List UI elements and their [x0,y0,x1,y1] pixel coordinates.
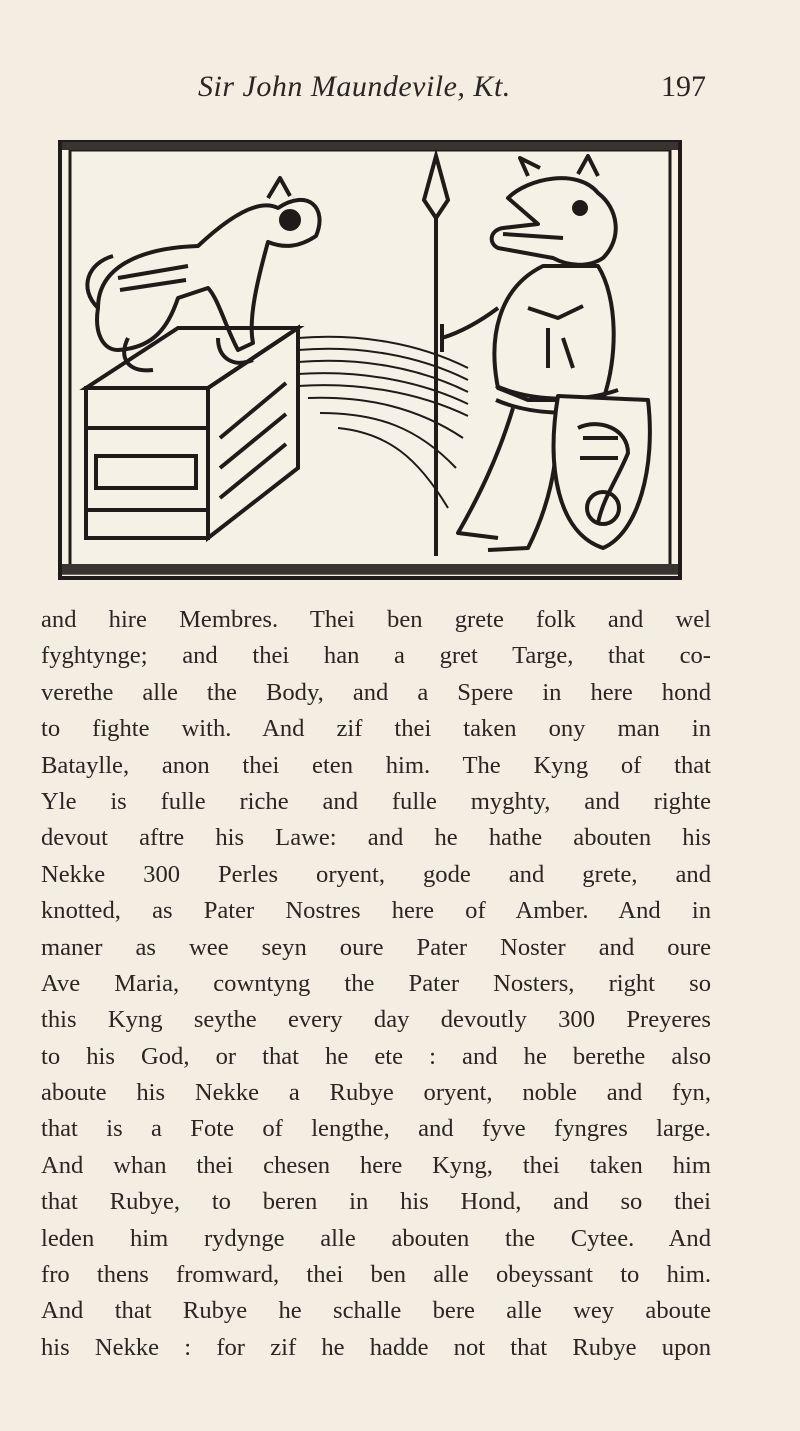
text-line: Ave Maria, cowntyng the Pater Nosters, right so [41,969,711,997]
text-line: this Kyng seythe every day devoutly 300 Preyeres [41,1006,711,1034]
woodcut-illustration [58,138,682,580]
text-line: knotted, as Pater Nostres here of Amber. And in [41,897,711,925]
text-line: And that Rubye he schalle bere alle wey aboute [41,1297,711,1325]
text-line: devout aftre his Lawe: and he hathe abouten his [41,824,711,852]
running-title: Sir John Maundevile, Kt. [198,70,511,103]
text-line: Nekke 300 Perles oryent, gode and grete, and [41,860,711,888]
text-line: Yle is fulle riche and fulle myghty, and righte [41,787,711,815]
text-line: that Rubye, to beren in his Hond, and so thei [41,1188,711,1216]
running-header [0,70,800,110]
text-line: verethe alle the Body, and a Spere in here hond [41,678,711,706]
text-line: And whan thei chesen here Kyng, thei taken him [41,1151,711,1179]
text-line: fyghtynge; and thei han a gret Targe, that co- [41,642,711,670]
text-line: maner as wee seyn oure Pater Noster and oure [41,933,711,961]
text-line: leden him rydynge alle abouten the Cytee. And [41,1224,711,1252]
body-text [41,602,711,1366]
text-line: to his God, or that he ete : and he berethe also [41,1042,711,1070]
text-line: Bataylle, anon thei eten him. The Kyng of that [41,751,711,779]
page-number: 197 [661,70,706,103]
text-line: fro thens fromward, thei ben alle obeyssant to him. [41,1261,711,1289]
text-line: aboute his Nekke a Rubye oryent, noble and fyn, [41,1079,711,1107]
text-line: his Nekke : for zif he hadde not that Rubye upon [41,1333,711,1361]
text-line: to fighte with. And zif thei taken ony man in [41,715,711,743]
text-line: and hire Membres. Thei ben grete folk and wel [41,606,711,633]
text-line: that is a Fote of lengthe, and fyve fyngres large. [41,1115,711,1143]
